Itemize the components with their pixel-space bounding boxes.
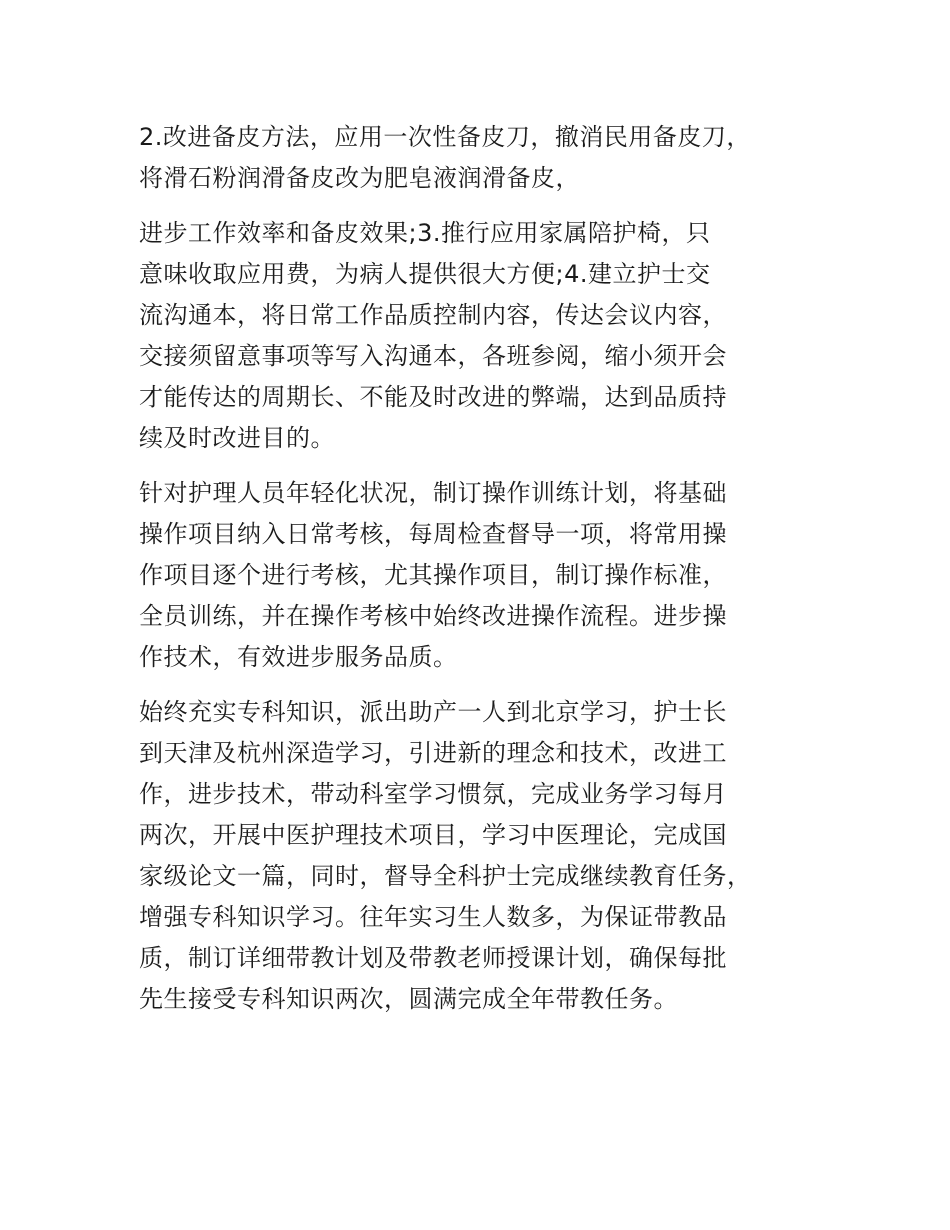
text-line: 将滑石粉润滑备皮改为肥皂液润滑备皮， bbox=[139, 164, 580, 192]
text-line: 才能传达的周期长、不能及时改进的弊端，达到品质持 bbox=[139, 383, 727, 411]
text-line: 2.改进备皮方法，应用一次性备皮刀，撤消民用备皮刀， bbox=[139, 123, 751, 151]
text-line: 先生接受专科知识两次，圆满完成全年带教任务。 bbox=[139, 985, 678, 1013]
text-line: 始终充实专科知识，派出助产一人到北京学习，护士长 bbox=[139, 698, 727, 726]
text-line: 到天津及杭州深造学习，引进新的理念和技术，改进工 bbox=[139, 739, 727, 767]
text-line: 作，进步技术，带动科室学习惯氛，完成业务学习每月 bbox=[139, 780, 727, 808]
text-line: 作项目逐个进行考核，尤其操作项目，制订操作标准， bbox=[139, 561, 727, 589]
text-line: 意味收取应用费，为病人提供很大方便;4.建立护士交 bbox=[139, 260, 711, 288]
text-line: 流沟通本，将日常工作品质控制内容，传达会议内容， bbox=[139, 301, 727, 329]
text-line: 针对护理人员年轻化状况，制订操作训练计划，将基础 bbox=[139, 479, 727, 507]
document-body bbox=[139, 117, 819, 1034]
text-line: 续及时改进目的。 bbox=[139, 424, 335, 452]
text-line: 作技术，有效进步服务品质。 bbox=[139, 643, 458, 671]
text-line: 增强专科知识学习。往年实习生人数多，为保证带教品 bbox=[139, 903, 727, 931]
paragraph-3 bbox=[139, 473, 819, 678]
text-line: 两次，开展中医护理技术项目，学习中医理论，完成国 bbox=[139, 821, 727, 849]
text-line: 全员训练，并在操作考核中始终改进操作流程。进步操 bbox=[139, 602, 727, 630]
text-line: 交接须留意事项等写入沟通本，各班参阅，缩小须开会 bbox=[139, 342, 727, 370]
text-line: 家级论文一篇，同时，督导全科护士完成继续教育任务， bbox=[139, 862, 752, 890]
text-line: 操作项目纳入日常考核，每周检查督导一项，将常用操 bbox=[139, 520, 727, 548]
text-line: 进步工作效率和备皮效果;3.推行应用家属陪护椅，只 bbox=[139, 219, 711, 247]
paragraph-4 bbox=[139, 692, 819, 1020]
paragraph-1 bbox=[139, 117, 819, 199]
text-line: 质，制订详细带教计划及带教老师授课计划，确保每批 bbox=[139, 944, 727, 972]
paragraph-2 bbox=[139, 213, 819, 459]
